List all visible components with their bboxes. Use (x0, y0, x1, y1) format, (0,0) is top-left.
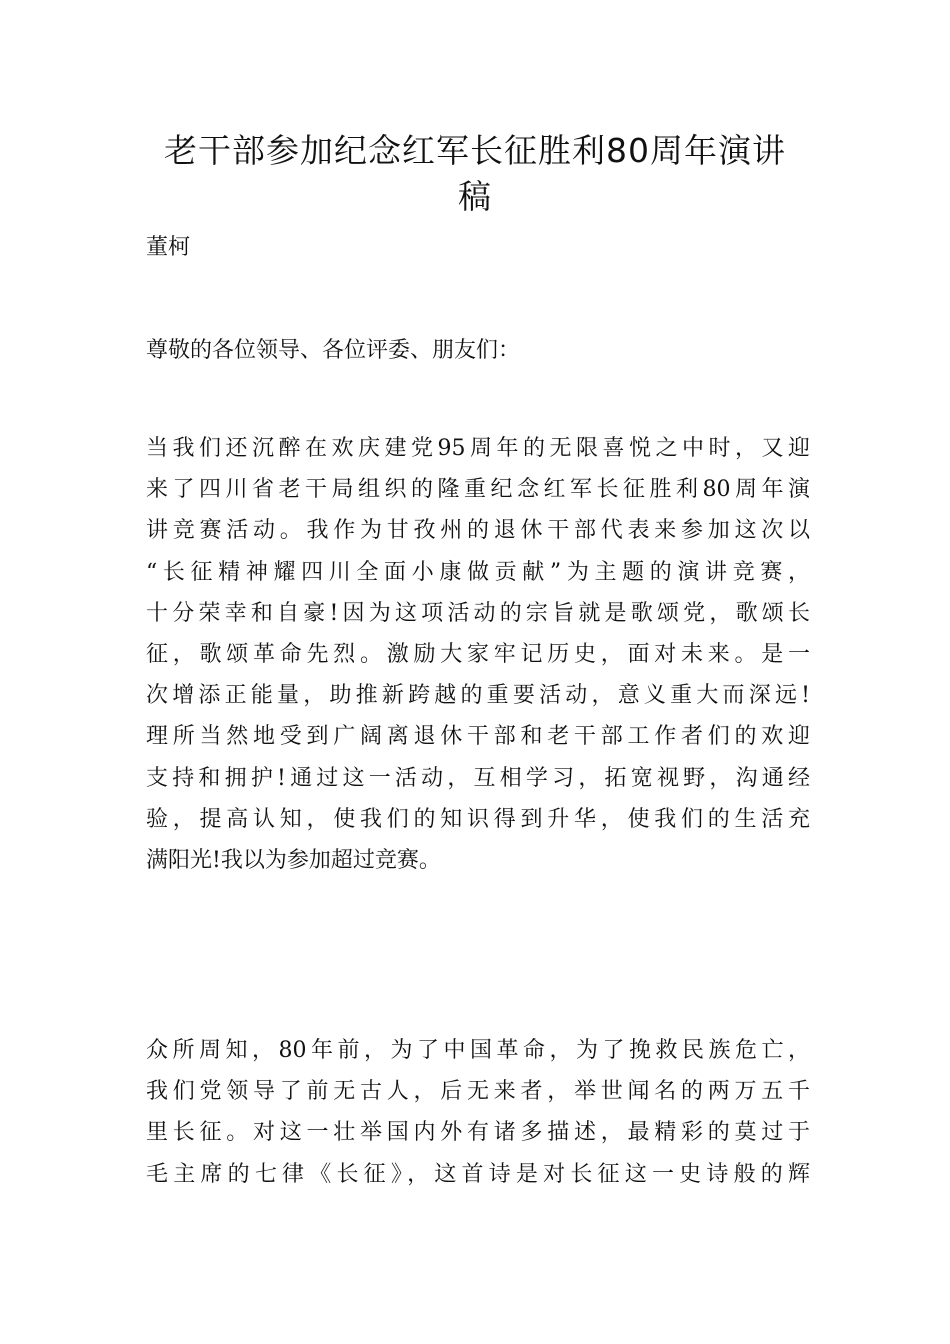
paragraph-line: 众所周知，80年前，为了中国革命，为了挽救民族危亡， (146, 1038, 810, 1063)
paragraph-line: 验，提高认知，使我们的知识得到升华，使我们的生活充 (146, 806, 810, 832)
document-title (120, 128, 830, 220)
paragraph-line: 理所当然地受到广阔离退休干部和老干部工作者们的欢迎 (146, 724, 810, 750)
paragraph-line: 十分荣幸和自豪!因为这项活动的宗旨就是歌颂党，歌颂长 (146, 600, 810, 626)
author-name: 董柯 (146, 235, 191, 260)
paragraph-line: 毛主席的七律《长征》，这首诗是对长征这一史诗般的辉 (146, 1161, 810, 1187)
paragraph-line: 次增添正能量，助推新跨越的重要活动，意义重大而深远! (146, 683, 810, 709)
paragraph-line: 满阳光!我以为参加超过竞赛。 (146, 848, 441, 874)
paragraph-line: 来了四川省老干局组织的隆重纪念红军长征胜利80周年演 (146, 477, 810, 503)
paragraph-line: “长征精神耀四川全面小康做贡献”为主题的演讲竞赛， (146, 559, 810, 585)
paragraph-line: 当我们还沉醉在欢庆建党95周年的无限喜悦之中时，又迎 (146, 436, 810, 461)
title-line-1: 老干部参加纪念红军长征胜利80周年演讲 (164, 131, 786, 170)
body-paragraph (146, 428, 810, 881)
paragraph-line: 里长征。对这一壮举国内外有诸多描述，最精彩的莫过于 (146, 1120, 810, 1146)
paragraph-line: 征，歌颂革命先烈。激励大家牢记历史，面对未来。是一 (146, 642, 810, 668)
body-paragraph (146, 1030, 810, 1195)
title-line-2: 稿 (458, 177, 492, 216)
paragraph-line: 我们党领导了前无古人，后无来者，举世闻名的两万五千 (146, 1079, 810, 1105)
paragraph-line: 支持和拥护!通过这一活动，互相学习，拓宽视野，沟通经 (146, 765, 810, 791)
salutation: 尊敬的各位领导、各位评委、朋友们： (146, 338, 521, 363)
paragraph-line: 讲竞赛活动。我作为甘孜州的退休干部代表来参加这次以 (146, 518, 810, 544)
